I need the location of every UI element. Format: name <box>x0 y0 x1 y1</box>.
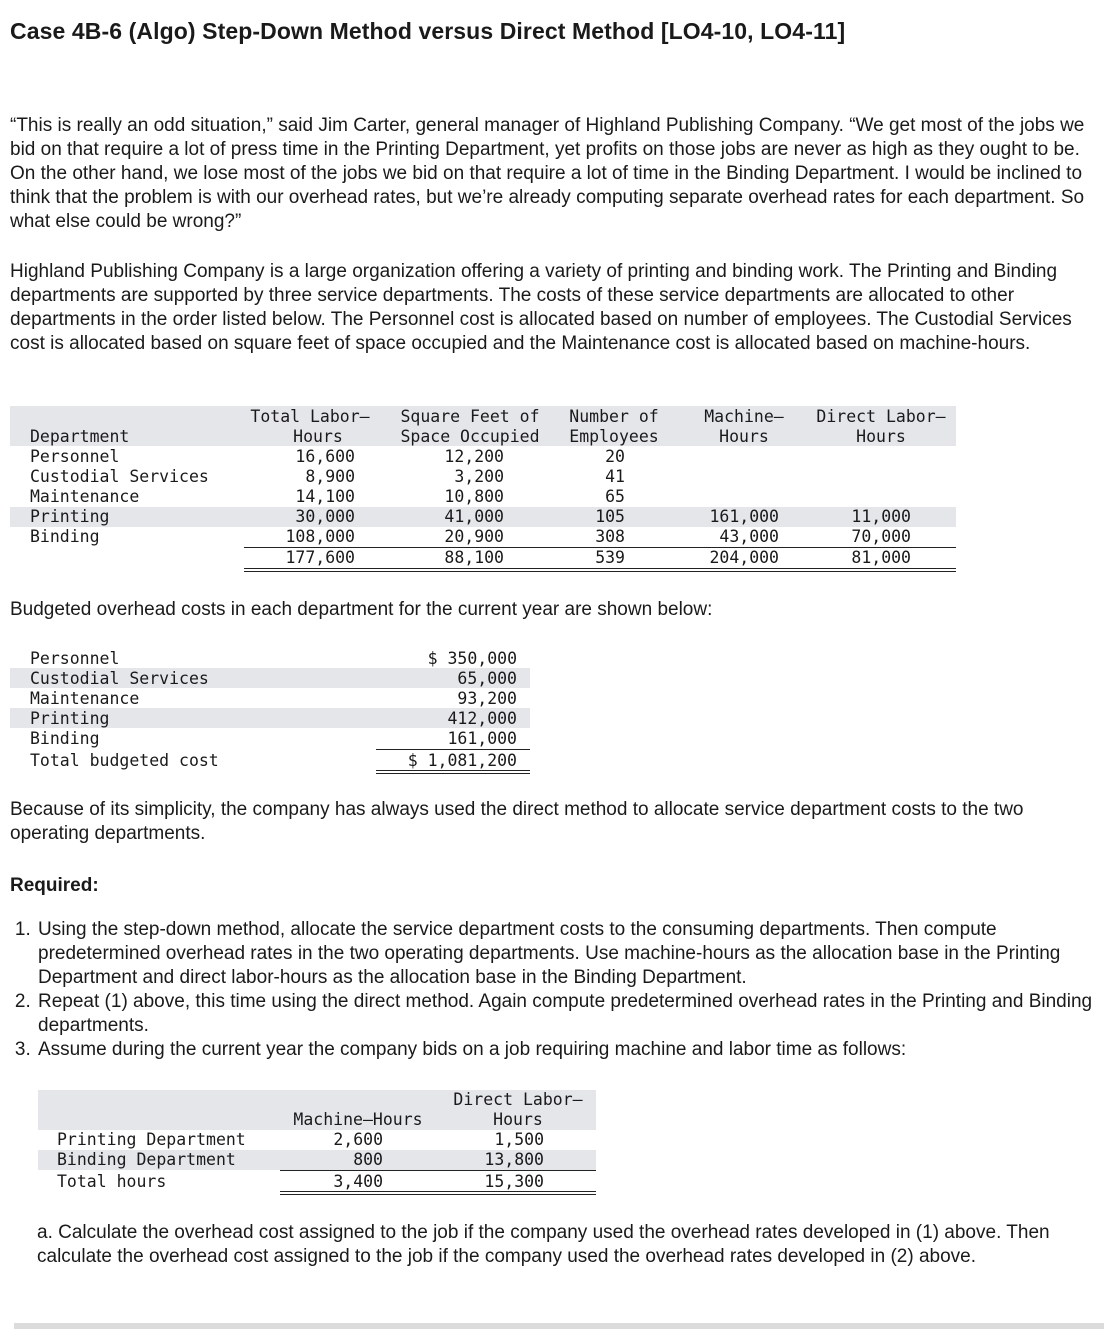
cell-dlh: 11,000 <box>851 507 911 526</box>
header-machine-hours: Machine–Hours <box>293 1110 423 1129</box>
header-dlh-2: Hours <box>493 1110 543 1129</box>
header-emp-1: Number of <box>569 407 659 426</box>
header-emp-2: Employees <box>569 427 659 446</box>
cell-emp: 65 <box>605 487 625 506</box>
requirements-list <box>10 918 1116 1062</box>
budget-item-name: Binding <box>30 729 100 748</box>
header-department: Department <box>30 427 130 446</box>
cell-sqft: 3,200 <box>454 467 504 486</box>
row-label: Printing Department <box>57 1130 246 1149</box>
cell-labor: 8,900 <box>305 467 355 486</box>
cell-sqft: 10,800 <box>444 487 504 506</box>
budget-amount: 65,000 <box>457 669 517 688</box>
total-mh: 3,400 <box>333 1172 383 1191</box>
header-labor-2: Hours <box>293 427 343 446</box>
budget-total-amount: $ 1,081,200 <box>407 751 517 770</box>
cell-emp: 308 <box>595 527 625 546</box>
department-name: Binding <box>30 527 100 546</box>
page-title: Case 4B-6 (Algo) Step-Down Method versus Direct Method [LO4-10, LO4-11] <box>10 18 846 44</box>
requirement-item: 2. Repeat (1) above, this time using the direct method. Again compute predetermined overhead rates in the Printing and Binding departments. <box>36 990 1116 1038</box>
department-name: Personnel <box>30 447 120 466</box>
cell-labor: 30,000 <box>295 507 355 526</box>
header-sqft-1: Square Feet of <box>400 407 540 426</box>
description-paragraph: Highland Publishing Company is a large organization offering a variety of printing and binding work. The Printing and Binding departments are supported by three service departments. The costs of these service departments are allocated to other departments in the order listed below. The Personnel cost is allocated based on number of employees. The Custodial Services cost is allocated based on square feet of space occupied and the Maintenance cost is allocated based on machine-hours. <box>10 261 1072 354</box>
budget-item-name: Printing <box>30 709 110 728</box>
requirement-item: 3. Assume during the current year the company bids on a job requiring machine and labor time as follows: <box>36 1038 1116 1062</box>
cell-labor: 14,100 <box>295 487 355 506</box>
total-emp: 539 <box>595 548 625 567</box>
total-rule <box>376 749 530 750</box>
total-label: Total hours <box>57 1172 167 1191</box>
budget-amount: 93,200 <box>457 689 517 708</box>
department-name: Printing <box>30 507 110 526</box>
required-label: Required: <box>10 875 99 896</box>
cell-mh: 800 <box>353 1150 383 1169</box>
budget-amount: $ 350,000 <box>427 649 517 668</box>
double-rule-2 <box>280 1194 596 1195</box>
cell-emp: 41 <box>605 467 625 486</box>
double-rule-2 <box>244 571 956 572</box>
budget-intro: Budgeted overhead costs in each department for the current year are shown below: <box>10 599 713 620</box>
cell-dlh: 1,500 <box>494 1130 544 1149</box>
cell-mh: 161,000 <box>709 507 779 526</box>
total-sqft: 88,100 <box>444 548 504 567</box>
header-dlh-2: Hours <box>856 427 906 446</box>
cell-mh: 43,000 <box>719 527 779 546</box>
cell-emp: 105 <box>595 507 625 526</box>
double-rule-1 <box>280 1191 596 1192</box>
row-label: Binding Department <box>57 1150 236 1169</box>
double-rule-1 <box>244 568 956 569</box>
total-labor: 177,600 <box>285 548 355 567</box>
total-dlh: 15,300 <box>484 1172 544 1191</box>
cell-dlh: 70,000 <box>851 527 911 546</box>
header-mh-1: Machine– <box>704 407 784 426</box>
cell-sqft: 20,900 <box>444 527 504 546</box>
total-mh: 204,000 <box>709 548 779 567</box>
budget-item-name: Maintenance <box>30 689 140 708</box>
double-rule-2 <box>376 773 530 774</box>
cell-mh: 2,600 <box>333 1130 383 1149</box>
simplicity-paragraph: Because of its simplicity, the company has always used the direct method to allocate service department costs to the two operating departments. <box>10 799 1024 844</box>
intro-paragraph: “This is really an odd situation,” said Jim Carter, general manager of Highland Publishing Company. “We get most of the jobs we bid on that require a lot of press time in the Printing Department, yet profits on those jobs are never as high as they ought to be. On the other hand, we lose most of the jobs we bid on that require a lot of time in the Binding Department. I would be inclined to think that the problem is with our overhead rates, but we’re already computing separate overhead rates for each department. So what else could be wrong?” <box>10 115 1085 232</box>
header-mh-2: Hours <box>719 427 769 446</box>
requirement-item: 1. Using the step-down method, allocate the service department costs to the consuming departments. Then compute predetermined overhead rates in the two operating departments. Use machine-hours as the allocation base in the Printing Department and direct labor-hours as the allocation base in the Binding Department. <box>36 918 1116 990</box>
budget-item-name: Personnel <box>30 649 120 668</box>
cell-sqft: 41,000 <box>444 507 504 526</box>
header-labor-1: Total Labor– <box>250 407 370 426</box>
budget-total-label: Total budgeted cost <box>30 751 219 770</box>
bottom-scrollbar[interactable] <box>14 1323 1104 1329</box>
cell-emp: 20 <box>605 447 625 466</box>
cell-labor: 16,600 <box>295 447 355 466</box>
budget-amount: 412,000 <box>447 709 517 728</box>
header-dlh-1: Direct Labor– <box>816 407 946 426</box>
cell-dlh: 13,800 <box>484 1150 544 1169</box>
budget-item-name: Custodial Services <box>30 669 209 688</box>
total-rule <box>280 1170 596 1171</box>
header-dlh-1: Direct Labor– <box>453 1090 583 1109</box>
cell-sqft: 12,200 <box>444 447 504 466</box>
header-sqft-2: Space Occupied <box>400 427 540 446</box>
cell-labor: 108,000 <box>285 527 355 546</box>
total-rule <box>244 547 956 548</box>
double-rule-1 <box>376 770 530 771</box>
total-dlh: 81,000 <box>851 548 911 567</box>
department-name: Maintenance <box>30 487 140 506</box>
department-name: Custodial Services <box>30 467 209 486</box>
part-a-paragraph: a. Calculate the overhead cost assigned to the job if the company used the overhead rates developed in (1) above. Then calculate the overhead cost assigned to the job if the company used the overhead rates developed in (2) above. <box>37 1222 1050 1267</box>
budget-amount: 161,000 <box>447 729 517 748</box>
